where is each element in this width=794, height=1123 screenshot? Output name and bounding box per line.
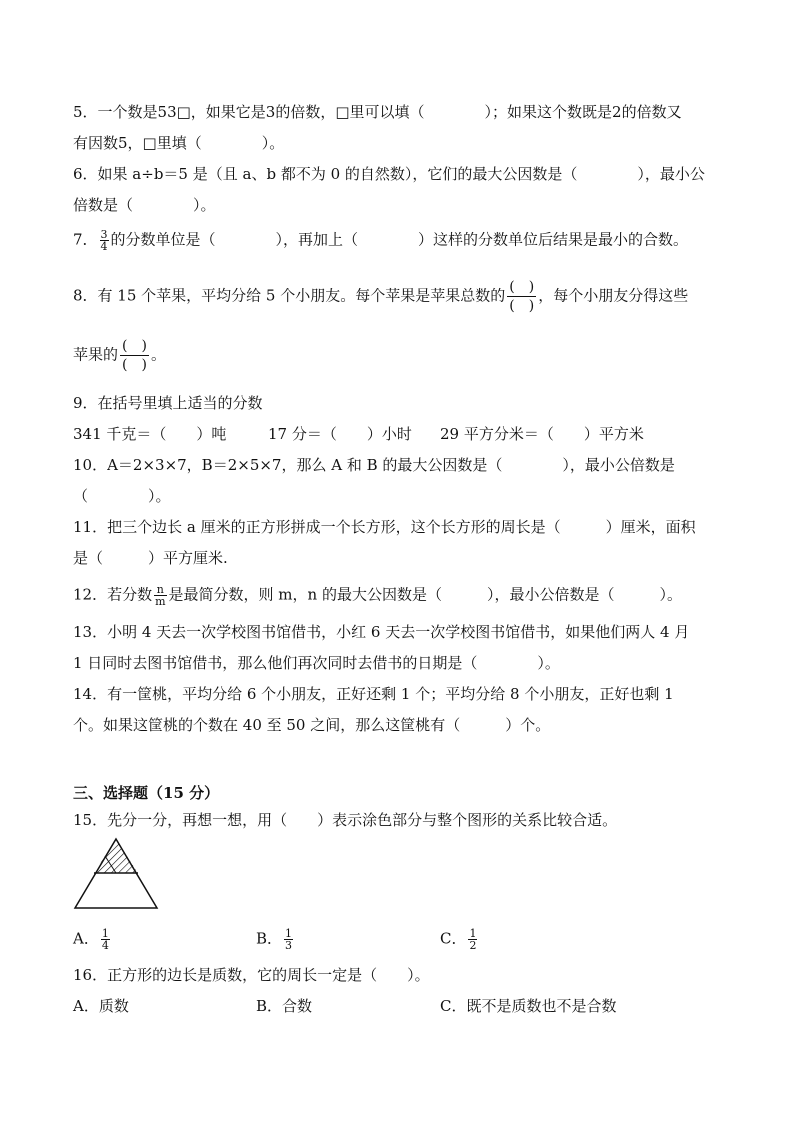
q11-line1: 11．把三个边长 a 厘米的正方形拼成一个长方形，这个长方形的周长是（ ）厘米，面积 (73, 518, 696, 536)
shaded-top-part (94, 839, 138, 873)
q15-option-a-label: A． (73, 929, 99, 948)
q9-item-a: 341 千克＝（ ）吨 (73, 425, 227, 443)
q7-prefix: 7． (73, 230, 98, 249)
q15-option-b-num: 1 (285, 927, 293, 940)
q12-fraction-num: n (154, 584, 166, 596)
q15-option-c-num: 1 (469, 927, 477, 940)
q8-blank-num-2: ( ) (122, 338, 147, 354)
q13-line2: 1 日同时去图书馆借书，那么他们再次同时去借书的日期是（ ）。 (73, 654, 560, 672)
q12-line (73, 584, 682, 607)
triangle-figure (70, 836, 162, 912)
q8-line2-b: 。 (150, 345, 166, 364)
q15-option-b-label: B． (256, 929, 283, 948)
q14-line2: 个。如果这筐桃的个数在 40 至 50 之间，那么这筐桃有（ ）个。 (73, 716, 551, 734)
q5-line1: 5．一个数是53□，如果它是3的倍数，□里可以填（ ）；如果这个数既是2的倍数又 (73, 103, 682, 121)
q7-fraction (100, 229, 109, 252)
q6-line2: 倍数是（ ）。 (73, 196, 216, 214)
q9-item-b: 17 分＝（ ）小时 (268, 425, 412, 443)
q15-option-a-num: 1 (101, 927, 109, 940)
q8-line2 (73, 337, 166, 374)
q15-option-c-frac (468, 928, 477, 951)
q14-line1: 14．有一筐桃，平均分给 6 个小朋友，正好还剩 1 个；平均分给 8 个小朋友，正好也剩 1 (73, 685, 674, 703)
q8-blank-fraction-2 (120, 337, 149, 374)
q12-rest: 是最简分数，则 m，n 的最大公因数是（ ），最小公倍数是（ ）。 (168, 585, 682, 604)
q15-option-a-den: 4 (101, 939, 109, 952)
q8-line1 (73, 278, 688, 315)
q12-fraction-den: m (155, 595, 166, 608)
q15-option-b[interactable] (256, 928, 295, 951)
q15-option-b-den: 3 (285, 939, 293, 952)
q7-rest: 的分数单位是（ ），再加上（ ）这样的分数单位后结果是最小的合数。 (110, 230, 689, 249)
q9-item-c: 29 平方分米＝（ ）平方米 (440, 425, 644, 443)
q8-blank-den-2: ( ) (122, 357, 147, 373)
q8-line2-a: 苹果的 (73, 345, 119, 364)
q15-option-a[interactable] (73, 928, 112, 951)
q15-option-c[interactable] (440, 928, 479, 951)
q11-line2: 是（ ）平方厘米. (73, 549, 228, 567)
q10-line1: 10．A＝2×3×7，B＝2×5×7，那么 A 和 B 的最大公因数是（ ），最小公倍数是 (73, 456, 675, 474)
q13-line1: 13．小明 4 天去一次学校图书馆借书，小红 6 天去一次学校图书馆借书，如果他们两人 4 月 (73, 623, 690, 641)
q15-stem: 15．先分一分，再想一想，用（ ）表示涂色部分与整个图形的关系比较合适。 (73, 811, 618, 829)
section-title: 三、选择题（15 分） (73, 784, 220, 802)
q12-fraction (154, 584, 166, 607)
q8-line1-a: 8．有 15 个苹果，平均分给 5 个小朋友。每个苹果是苹果总数的 (73, 286, 506, 305)
q9-title: 9．在括号里填上适当的分数 (73, 394, 263, 412)
q15-option-c-label: C． (440, 929, 467, 948)
q8-blank-den-1: ( ) (509, 298, 535, 314)
q16-option-b[interactable]: B．合数 (256, 997, 313, 1015)
q8-blank-num-1: ( ) (509, 279, 535, 295)
q16-stem: 16．正方形的边长是质数，它的周长一定是（ ）。 (73, 966, 430, 984)
q7-fraction-num: 3 (100, 228, 108, 241)
q10-line2: （ ）。 (73, 487, 171, 505)
q15-option-b-frac (284, 928, 293, 951)
q7-fraction-den: 4 (100, 240, 108, 253)
q16-option-a[interactable]: A．质数 (73, 997, 129, 1015)
q12-prefix: 12．若分数 (73, 585, 153, 604)
q15-option-a-frac (101, 928, 110, 951)
q6-line1: 6．如果 a÷b＝5 是（且 a、b 都不为 0 的自然数），它们的最大公因数是（ ），最小公 (73, 165, 705, 183)
q8-blank-fraction-1 (507, 278, 536, 315)
q7-line (73, 229, 688, 252)
q8-line1-b: ，每个小朋友分得这些 (538, 286, 689, 305)
q16-option-c[interactable]: C．既不是质数也不是合数 (440, 997, 617, 1015)
q5-line2: 有因数5，□里填（ ）。 (73, 134, 285, 152)
q15-option-c-den: 2 (469, 939, 477, 952)
